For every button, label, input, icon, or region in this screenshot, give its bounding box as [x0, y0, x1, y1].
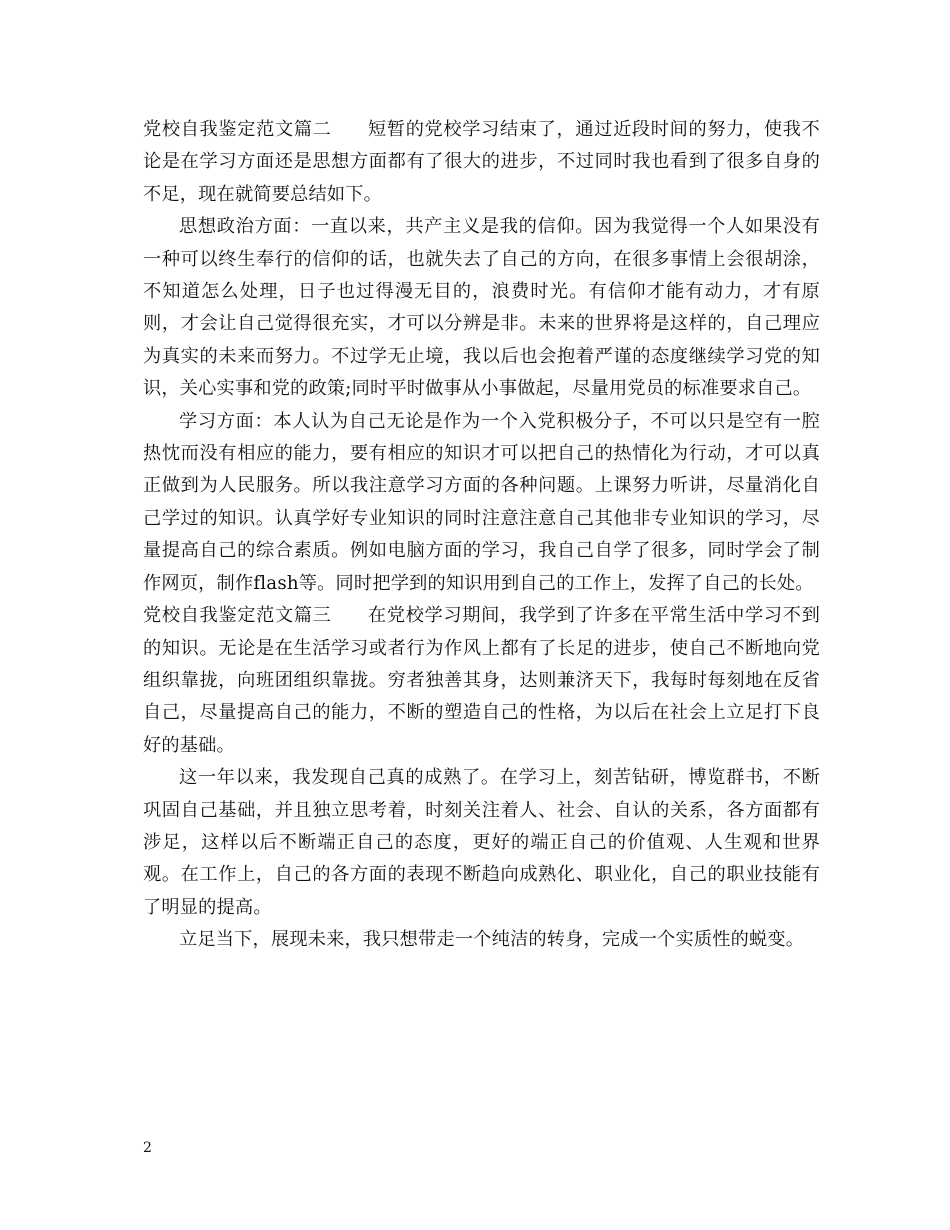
paragraph-essay-three-intro [143, 600, 820, 762]
paragraph-closing: 立足当下，展现未来，我只想带走一个纯洁的转身，完成一个实质性的蜕变。 [179, 929, 805, 951]
document-body [143, 114, 820, 957]
essay-two-intro-text: 短暂的党校学习结束了，通过近段时间的努力，使我不论是在学习方面还是思想方面都有了很大的进步，不过同时我也看到了很多自身的不足，现在就简要总结如下。 [143, 119, 820, 205]
paragraph-study: 学习方面：本人认为自己无论是作为一个入党积极分子，不可以只是空有一腔热忱而没有相应的能力，要有相应的知识才可以把自己的热情化为行动，才可以真正做到为人民服务。所以我注意学习方面的各种问题。上课努力听讲，尽量消化自己学过的知识。认真学好专业知识的同时注意注意自己其他非专业知识的学习，尽量提高自己的综合素质。例如电脑方面的学习，我自己自学了很多，同时学会了制作网页，制作flash等。同时把学到的知识用到自己的工作上，发挥了自己的长处。 [143, 410, 820, 594]
essay-three-intro-text: 在党校学习期间，我学到了许多在平常生活中学习不到的知识。无论是在生活学习或者行为作风上都有了长足的进步，使自己不断地向党组织靠拢，向班团组织靠拢。穷者独善其身，达则兼济天下，我每时每刻地在反省自己，尽量提高自己的能力，不断的塑造自己的性格，为以后在社会上立足打下良好的基础。 [143, 605, 820, 756]
essay-three-heading: 党校自我鉴定范文篇三 [143, 605, 332, 627]
essay-two-heading: 党校自我鉴定范文篇二 [143, 119, 332, 140]
paragraph-political-thought: 思想政治方面：一直以来，共产主义是我的信仰。因为我觉得一个人如果没有一种可以终生奉行的信仰的话，也就失去了自己的方向，在很多事情上会很胡涂，不知道怎么处理，日子也过得漫无目的，浪费时光。有信仰才能有动力，才有原则，才会让自己觉得很充实，才可以分辨是非。未来的世界将是这样的，自己理应为真实的未来而努力。不过学无止境，我以后也会抱着严谨的态度继续学习党的知识，关心实事和党的政策;同时平时做事从小事做起，尽量用党员的标准要求自己。 [143, 216, 820, 400]
paragraph-essay-two-intro [143, 114, 820, 211]
paragraph-year-review: 这一年以来，我发现自己真的成熟了。在学习上，刻苦钻研，博览群书，不断巩固自己基础，并且独立思考着，时刻关注着人、社会、自认的关系，各方面都有涉足，这样以后不断端正自己的态度，更好的端正自己的价值观、人生观和世界观。在工作上，自己的各方面的表现不断趋向成熟化、职业化，自己的职业技能有了明显的提高。 [143, 767, 820, 918]
page-number: 2 [143, 1140, 152, 1156]
